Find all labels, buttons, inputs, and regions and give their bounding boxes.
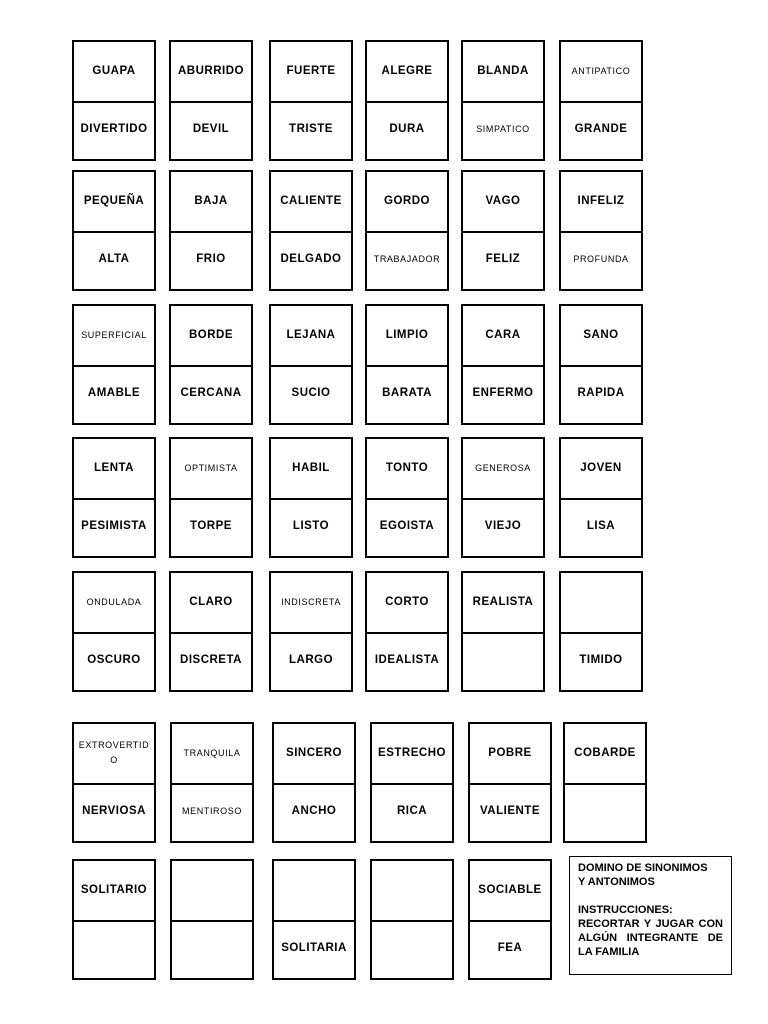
- tile-top-word: CALIENTE: [280, 194, 342, 207]
- tile-top-word: LEJANA: [286, 328, 336, 341]
- tile-bottom-word: DELGADO: [280, 253, 342, 266]
- domino-tile: [461, 571, 545, 692]
- domino-tile: [559, 571, 643, 692]
- tile-top-word: GORDO: [384, 194, 430, 207]
- tile-bottom-word: PROFUNDA: [573, 254, 629, 265]
- tile-bottom-word: NERVIOSA: [82, 805, 146, 818]
- tile-bottom-word: [376, 920, 448, 979]
- tile-top-word: ALEGRE: [381, 64, 433, 77]
- tile-top-word: COBARDE: [574, 746, 636, 759]
- domino-tile: [559, 170, 643, 291]
- tile-bottom-word: SIMPATICO: [476, 124, 530, 135]
- domino-tile: [269, 304, 353, 425]
- tile-top-word: INFELIZ: [577, 194, 625, 207]
- tile-bottom-word: BARATA: [382, 387, 432, 400]
- domino-tile: [169, 571, 253, 692]
- tile-top-word: SUPERFICIAL: [81, 329, 147, 340]
- tile-bottom-word: FEA: [497, 942, 523, 955]
- tile-top-word: ANTIPATICO: [571, 65, 631, 76]
- tile-bottom-word: GRANDE: [574, 123, 628, 136]
- tile-top-word: OPTIMISTA: [184, 462, 238, 473]
- tile-top-word: VAGO: [485, 194, 521, 207]
- domino-tile: [269, 437, 353, 558]
- tile-top-word: LENTA: [94, 461, 134, 474]
- domino-tile: [559, 304, 643, 425]
- tile-bottom-word: ALTA: [98, 253, 130, 266]
- instructions-box: [569, 856, 732, 975]
- tile-bottom-word: FRIO: [196, 253, 226, 266]
- instructions-title-line1: DOMINO DE SINONIMOS: [578, 862, 708, 874]
- tile-top-word: [278, 861, 350, 920]
- domino-tile: [269, 571, 353, 692]
- tile-bottom-word: [467, 632, 539, 691]
- tile-top-word: LIMPIO: [385, 328, 429, 341]
- domino-tile: [461, 304, 545, 425]
- tile-top-word: TONTO: [385, 461, 429, 474]
- tile-top-word: PEQUEÑA: [83, 194, 145, 207]
- domino-tile: [563, 722, 647, 843]
- tile-bottom-word: [176, 920, 248, 979]
- tile-top-word: BLANDA: [477, 64, 529, 77]
- domino-tile: [269, 40, 353, 161]
- tile-top-word: EXTROVERTIDO: [78, 740, 150, 766]
- tile-bottom-word: DURA: [389, 123, 425, 136]
- domino-tile: [461, 170, 545, 291]
- tile-bottom-word: VIEJO: [484, 520, 522, 533]
- domino-tile: [461, 437, 545, 558]
- domino-tile: [365, 437, 449, 558]
- domino-tile: [72, 304, 156, 425]
- tile-top-word: CORTO: [385, 595, 429, 608]
- tile-top-word: [176, 861, 248, 920]
- tile-top-word: INDISCRETA: [281, 596, 341, 607]
- domino-tile: [461, 40, 545, 161]
- tile-bottom-word: ENFERMO: [472, 387, 534, 400]
- domino-tile: [169, 304, 253, 425]
- tile-top-word: GENEROSA: [475, 462, 531, 473]
- domino-tile: [169, 437, 253, 558]
- tile-bottom-word: TRISTE: [289, 123, 333, 136]
- tile-bottom-word: PESIMISTA: [81, 520, 147, 533]
- tile-bottom-word: IDEALISTA: [374, 654, 440, 667]
- tile-top-word: BAJA: [194, 194, 228, 207]
- instructions-body: RECORTAR Y JUGAR CON ALGÚN INTEGRANTE DE LA FAMILIA: [578, 918, 723, 958]
- tile-bottom-word: EGOISTA: [379, 520, 435, 533]
- tile-top-word: CLARO: [189, 595, 233, 608]
- domino-tile: [272, 859, 356, 980]
- tile-bottom-word: VALIENTE: [479, 805, 540, 818]
- tile-top-word: POBRE: [488, 746, 532, 759]
- domino-tile: [72, 722, 156, 843]
- domino-tile: [72, 40, 156, 161]
- tile-bottom-word: MENTIROSO: [182, 806, 242, 817]
- tile-top-word: REALISTA: [472, 595, 534, 608]
- domino-tile: [72, 170, 156, 291]
- domino-tile: [365, 304, 449, 425]
- domino-tile: [72, 571, 156, 692]
- domino-tile: [365, 571, 449, 692]
- tile-bottom-word: TIMIDO: [579, 654, 623, 667]
- tile-bottom-word: DEVIL: [192, 123, 230, 136]
- tile-bottom-word: [78, 920, 150, 979]
- tile-bottom-word: AMABLE: [87, 387, 141, 400]
- tile-top-word: [565, 573, 637, 632]
- tile-top-word: ABURRIDO: [178, 64, 244, 77]
- tile-bottom-word: SUCIO: [291, 387, 331, 400]
- tile-top-word: SANO: [583, 328, 619, 341]
- domino-tile: [365, 40, 449, 161]
- tile-bottom-word: DISCRETA: [180, 654, 242, 667]
- domino-tile: [370, 722, 454, 843]
- tile-top-word: ESTRECHO: [378, 746, 446, 759]
- tile-top-word: ONDULADA: [86, 596, 142, 607]
- instructions-title-line2: Y ANTONIMOS: [578, 876, 655, 888]
- tile-bottom-word: [569, 783, 641, 842]
- tile-bottom-word: FELIZ: [485, 253, 521, 266]
- instructions-heading: INSTRUCCIONES:: [578, 904, 673, 916]
- domino-tile: [169, 170, 253, 291]
- tile-top-word: SOLITARIO: [80, 883, 148, 896]
- tile-bottom-word: OSCURO: [87, 654, 141, 667]
- tile-top-word: FUERTE: [286, 64, 336, 77]
- tile-bottom-word: LISA: [586, 520, 616, 533]
- domino-tile: [272, 722, 356, 843]
- domino-tile: [170, 859, 254, 980]
- tile-top-word: JOVEN: [580, 461, 622, 474]
- domino-tile: [468, 859, 552, 980]
- tile-top-word: TRANQUILA: [183, 747, 241, 758]
- tile-top-word: CARA: [485, 328, 521, 341]
- tile-top-word: SOCIABLE: [478, 883, 542, 896]
- tile-top-word: BORDE: [188, 328, 234, 341]
- tile-bottom-word: TRABAJADOR: [373, 254, 441, 265]
- domino-tile: [468, 722, 552, 843]
- tile-bottom-word: SOLITARIA: [281, 942, 347, 955]
- domino-tile: [370, 859, 454, 980]
- tile-bottom-word: DIVERTIDO: [80, 123, 148, 136]
- domino-tile: [559, 40, 643, 161]
- tile-bottom-word: ANCHO: [291, 805, 337, 818]
- tile-bottom-word: TORPE: [190, 520, 232, 533]
- domino-tile: [169, 40, 253, 161]
- tile-top-word: SINCERO: [286, 746, 342, 759]
- tile-top-word: [376, 861, 448, 920]
- domino-tile: [269, 170, 353, 291]
- tile-top-word: HABIL: [292, 461, 330, 474]
- domino-tile: [365, 170, 449, 291]
- domino-tile: [170, 722, 254, 843]
- tile-bottom-word: RAPIDA: [577, 387, 625, 400]
- tile-top-word: GUAPA: [92, 64, 136, 77]
- domino-tile: [72, 859, 156, 980]
- tile-bottom-word: LISTO: [292, 520, 330, 533]
- domino-tile: [72, 437, 156, 558]
- domino-tile: [559, 437, 643, 558]
- tile-bottom-word: LARGO: [288, 654, 334, 667]
- tile-bottom-word: RICA: [396, 805, 428, 818]
- tile-bottom-word: CERCANA: [180, 387, 242, 400]
